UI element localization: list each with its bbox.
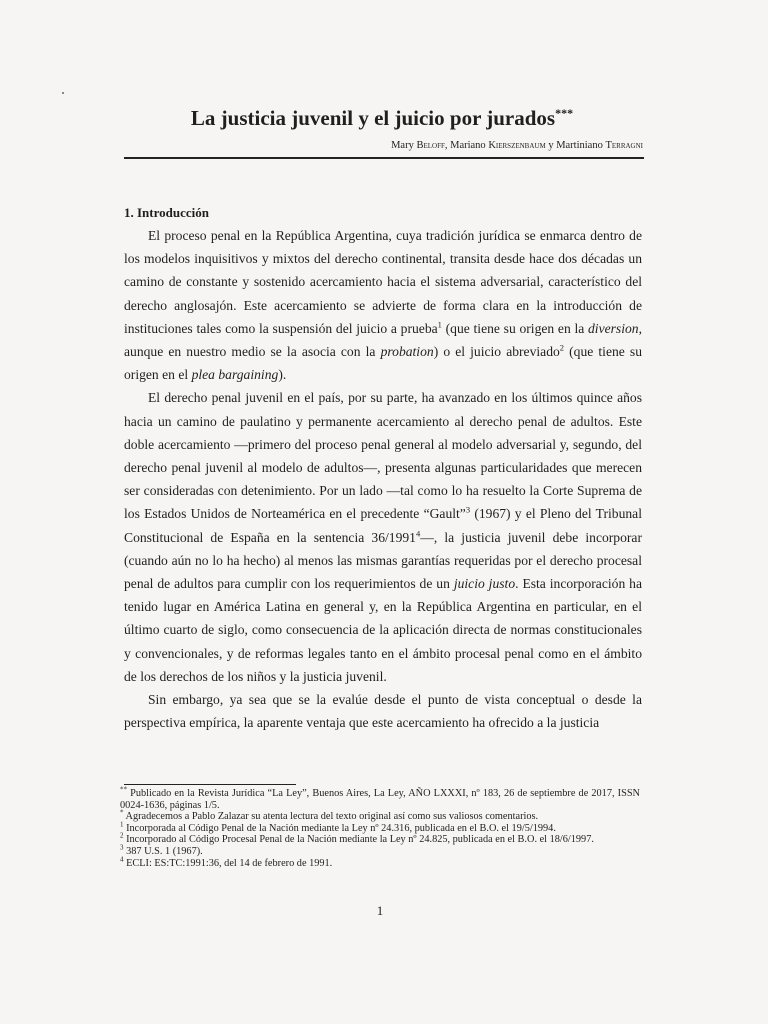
footnote-text: Incorporado al Código Procesal Penal de la Nación mediante la Ley nº 24.825, publicada en el B.O. el 18/6/1997. [123,834,594,846]
footnote-text: Incorporada al Código Penal de la Nación mediante la Ley nº 24.316, publicada en el B.O. el 19/5/1994. [123,822,556,834]
paragraph-3 [124,688,642,734]
footnote-text: ECLI: ES:TC:1991:36, del 14 de febrero de 1991. [123,857,333,869]
footnote-mark: 4 [120,855,124,864]
document-title [120,100,644,131]
text-run: Sin embargo, ya sea que se la evalúe desde el punto de vista conceptual o desde la perspectiva empírica, la aparente ventaja que este acercamiento ha ofrecido a la justicia [124,692,642,731]
paragraph-2 [124,386,642,688]
footnotes [120,785,640,869]
footnote [120,831,640,846]
author-3-surname: Terragni [605,140,643,151]
text-run: . Esta incorporación ha tenido lugar en América Latina en general y, en la República Argentina en particular, en el último cuarto de siglo, como consecuencia de la aplicación directa de normas constitucionales y convencionales, y de reformas legales tanto en el ámbito procesal penal como en el ámbito de los derechos de los niños y la justicia juvenil. [124,576,642,684]
text-run: (1967) y el Pleno del Tribunal Constitucional de España en la sentencia 36/1991 [124,506,642,545]
author-2-surname: Kierszenbaum [488,140,546,151]
author-2-given: , Mariano [444,140,489,151]
body-text [124,224,642,734]
footnote [120,820,640,835]
footnote-text: Publicado en la Revista Jurídica “La Ley”, Buenos Aires, La Ley, AÑO LXXXI, nº 183, 26 de septiembre de 2017, ISSN 0024-1636, páginas 1/5. [120,788,640,811]
footnote-ref-2: 2 [559,342,565,353]
italic-term: plea bargaining [191,367,279,383]
footnote [120,785,640,811]
italic-term: probation [380,344,434,360]
title-divider [124,157,644,159]
text-run: El derecho penal juvenil en el país, por su parte, ha avanzado en los últimos quince años hacia un camino de paulatino y permanente acercamiento al derecho penal de adultos. Este doble acercamiento —primero del proceso penal general al modelo adversarial y, segundo, del derecho penal juvenil al modelo de adultos—, presenta algunas particularidades que merecen ser consideradas con detenimiento. Por un lado —tal como lo ha resuelto la Corte Suprema de los Estados Unidos de Norteamérica en el precedente “Gault” [124,390,642,522]
author-1-given: Mary [391,140,417,151]
text-run: —, la justicia juvenil debe incorporar (cuando aún no lo ha hecho) al menos las mismas garantías requeridas por el derecho procesal penal de adultos para cumplir con los requerimientos de un [124,529,642,592]
title-footnote-marker: *** [555,106,574,120]
paragraph-1 [124,224,642,386]
footnote-ref-4: 4 [415,528,421,539]
author-3-given: y Martiniano [545,140,606,151]
scan-speck [62,92,64,94]
section-heading: 1. Introducción [124,205,209,220]
footnote [120,855,640,870]
footnote-mark: * [120,808,124,817]
author-1-surname: Beloff [416,140,445,151]
text-run: , aunque en nuestro medio se la asocia con la [124,320,642,360]
title-text: La justicia juvenil y el juicio por jurados [190,106,556,130]
footnote-mark: 2 [120,831,124,840]
page-number: 1 [376,903,384,918]
text-run: El proceso penal en la República Argentina, cuya tradición jurídica se enmarca dentro de los modelos inquisitivos y mixtos del derecho continental, transita desde hace dos décadas un camino de constante y sostenido acercamiento hacia el sistema adversarial, característico del derecho anglosajón. Este acercamiento se advierte de forma clara en la introducción de instituciones tales como la suspensión del juicio a prueba [124,228,642,336]
italic-term: diversion [588,320,639,336]
footnote-mark: 3 [120,843,124,852]
footnote-separator [124,784,296,785]
footnote-text: 387 U.S. 1 (1967). [123,845,203,857]
footnote [120,808,640,823]
footnote-ref-3: 3 [465,504,471,515]
footnote-mark: ** [120,785,127,794]
text-run: ) o el juicio abreviado [433,344,560,360]
footnote-text: Agradecemos a Pablo Zalazar su atenta lectura del texto original así como sus valiosos comentarios. [123,811,539,823]
italic-term: juicio justo [453,576,516,592]
text-run: (que tiene su origen en el [124,344,643,383]
text-run: (que tiene su origen en la [441,320,588,336]
author-line [391,140,643,151]
footnote-ref-1: 1 [437,319,442,330]
footnote [120,843,640,858]
footnote-mark: 1 [120,820,124,829]
text-run: ). [278,367,287,383]
